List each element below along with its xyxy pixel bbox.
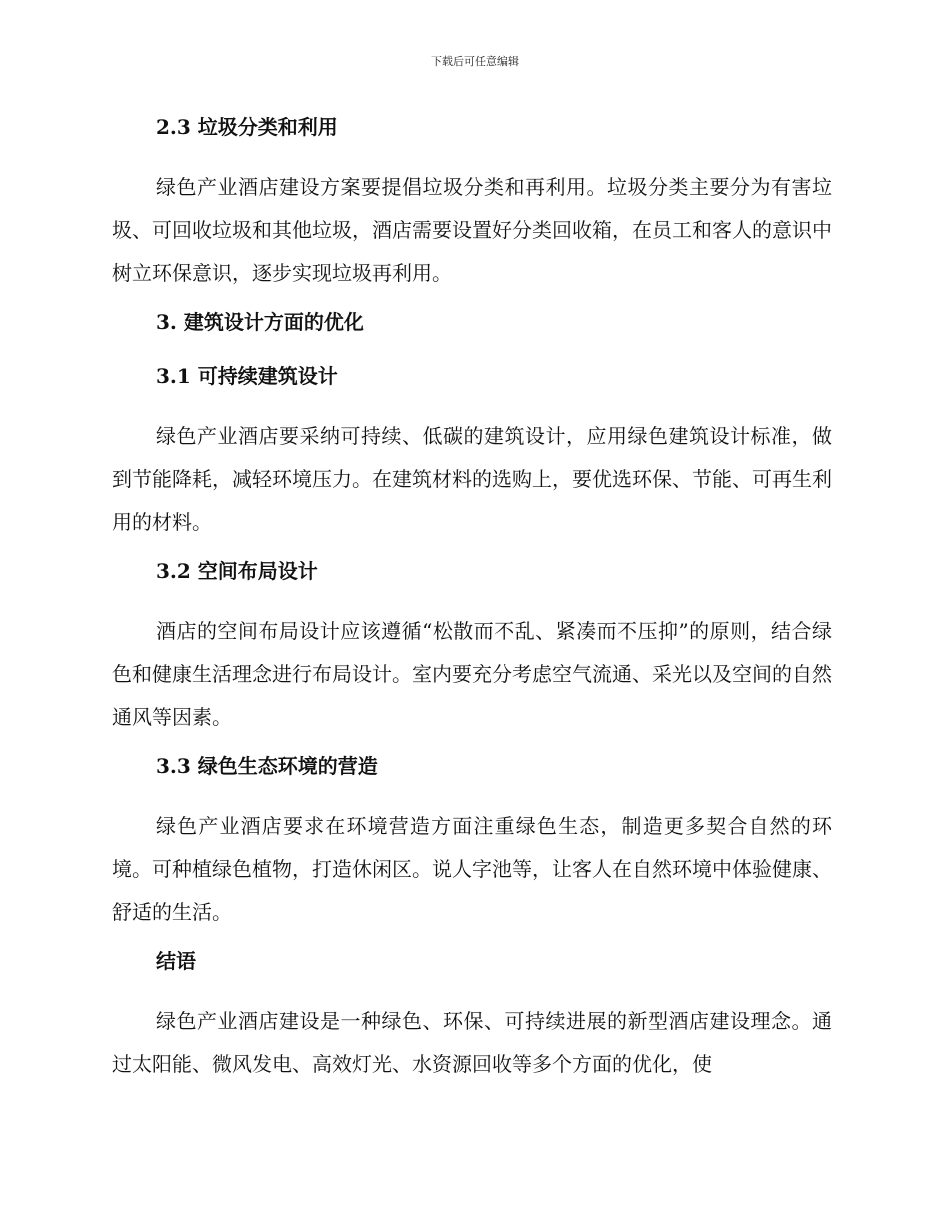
page-header: 下载后可任意编辑 bbox=[431, 55, 519, 68]
document-body bbox=[112, 112, 832, 1086]
section-paragraph-2-3: 绿色产业酒店建设方案要提倡垃圾分类和再利用。垃圾分类主要分为有害垃圾、可回收垃圾和其他垃圾，酒店需要设置好分类回收箱，在员工和客人的意识中树立环保意识，逐步实现垃圾再利用。 bbox=[112, 175, 832, 285]
section-paragraph-3-2: 酒店的空间布局设计应该遵循“松散而不乱、紧凑而不压抑”的原则，结合绿色和健康生活理念进行布局设计。室内要充分考虑空气流通、采光以及空间的自然通风等因素。 bbox=[112, 619, 832, 729]
section-paragraph-3-1: 绿色产业酒店要采纳可持续、低碳的建筑设计，应用绿色建筑设计标准，做到节能降耗，减轻环境压力。在建筑材料的选购上，要优选环保、节能、可再生利用的材料。 bbox=[112, 424, 832, 534]
section-heading-3-1: 3.1 可持续建筑设计 bbox=[156, 364, 338, 388]
section-heading-conclusion: 结语 bbox=[156, 949, 196, 973]
section-paragraph-conclusion: 绿色产业酒店建设是一种绿色、环保、可持续进展的新型酒店建设理念。通过太阳能、微风发电、高效灯光、水资源回收等多个方面的优化，使 bbox=[112, 1009, 832, 1076]
section-heading-2-3: 2.3 垃圾分类和利用 bbox=[156, 115, 338, 139]
section-heading-3: 3. 建筑设计方面的优化 bbox=[156, 310, 364, 334]
section-heading-3-3: 3.3 绿色生态环境的营造 bbox=[156, 754, 378, 778]
section-paragraph-3-3: 绿色产业酒店要求在环境营造方面注重绿色生态，制造更多契合自然的环境。可种植绿色植物，打造休闲区。说人字池等，让客人在自然环境中体验健康、舒适的生活。 bbox=[112, 814, 832, 924]
section-heading-3-2: 3.2 空间布局设计 bbox=[156, 559, 318, 583]
